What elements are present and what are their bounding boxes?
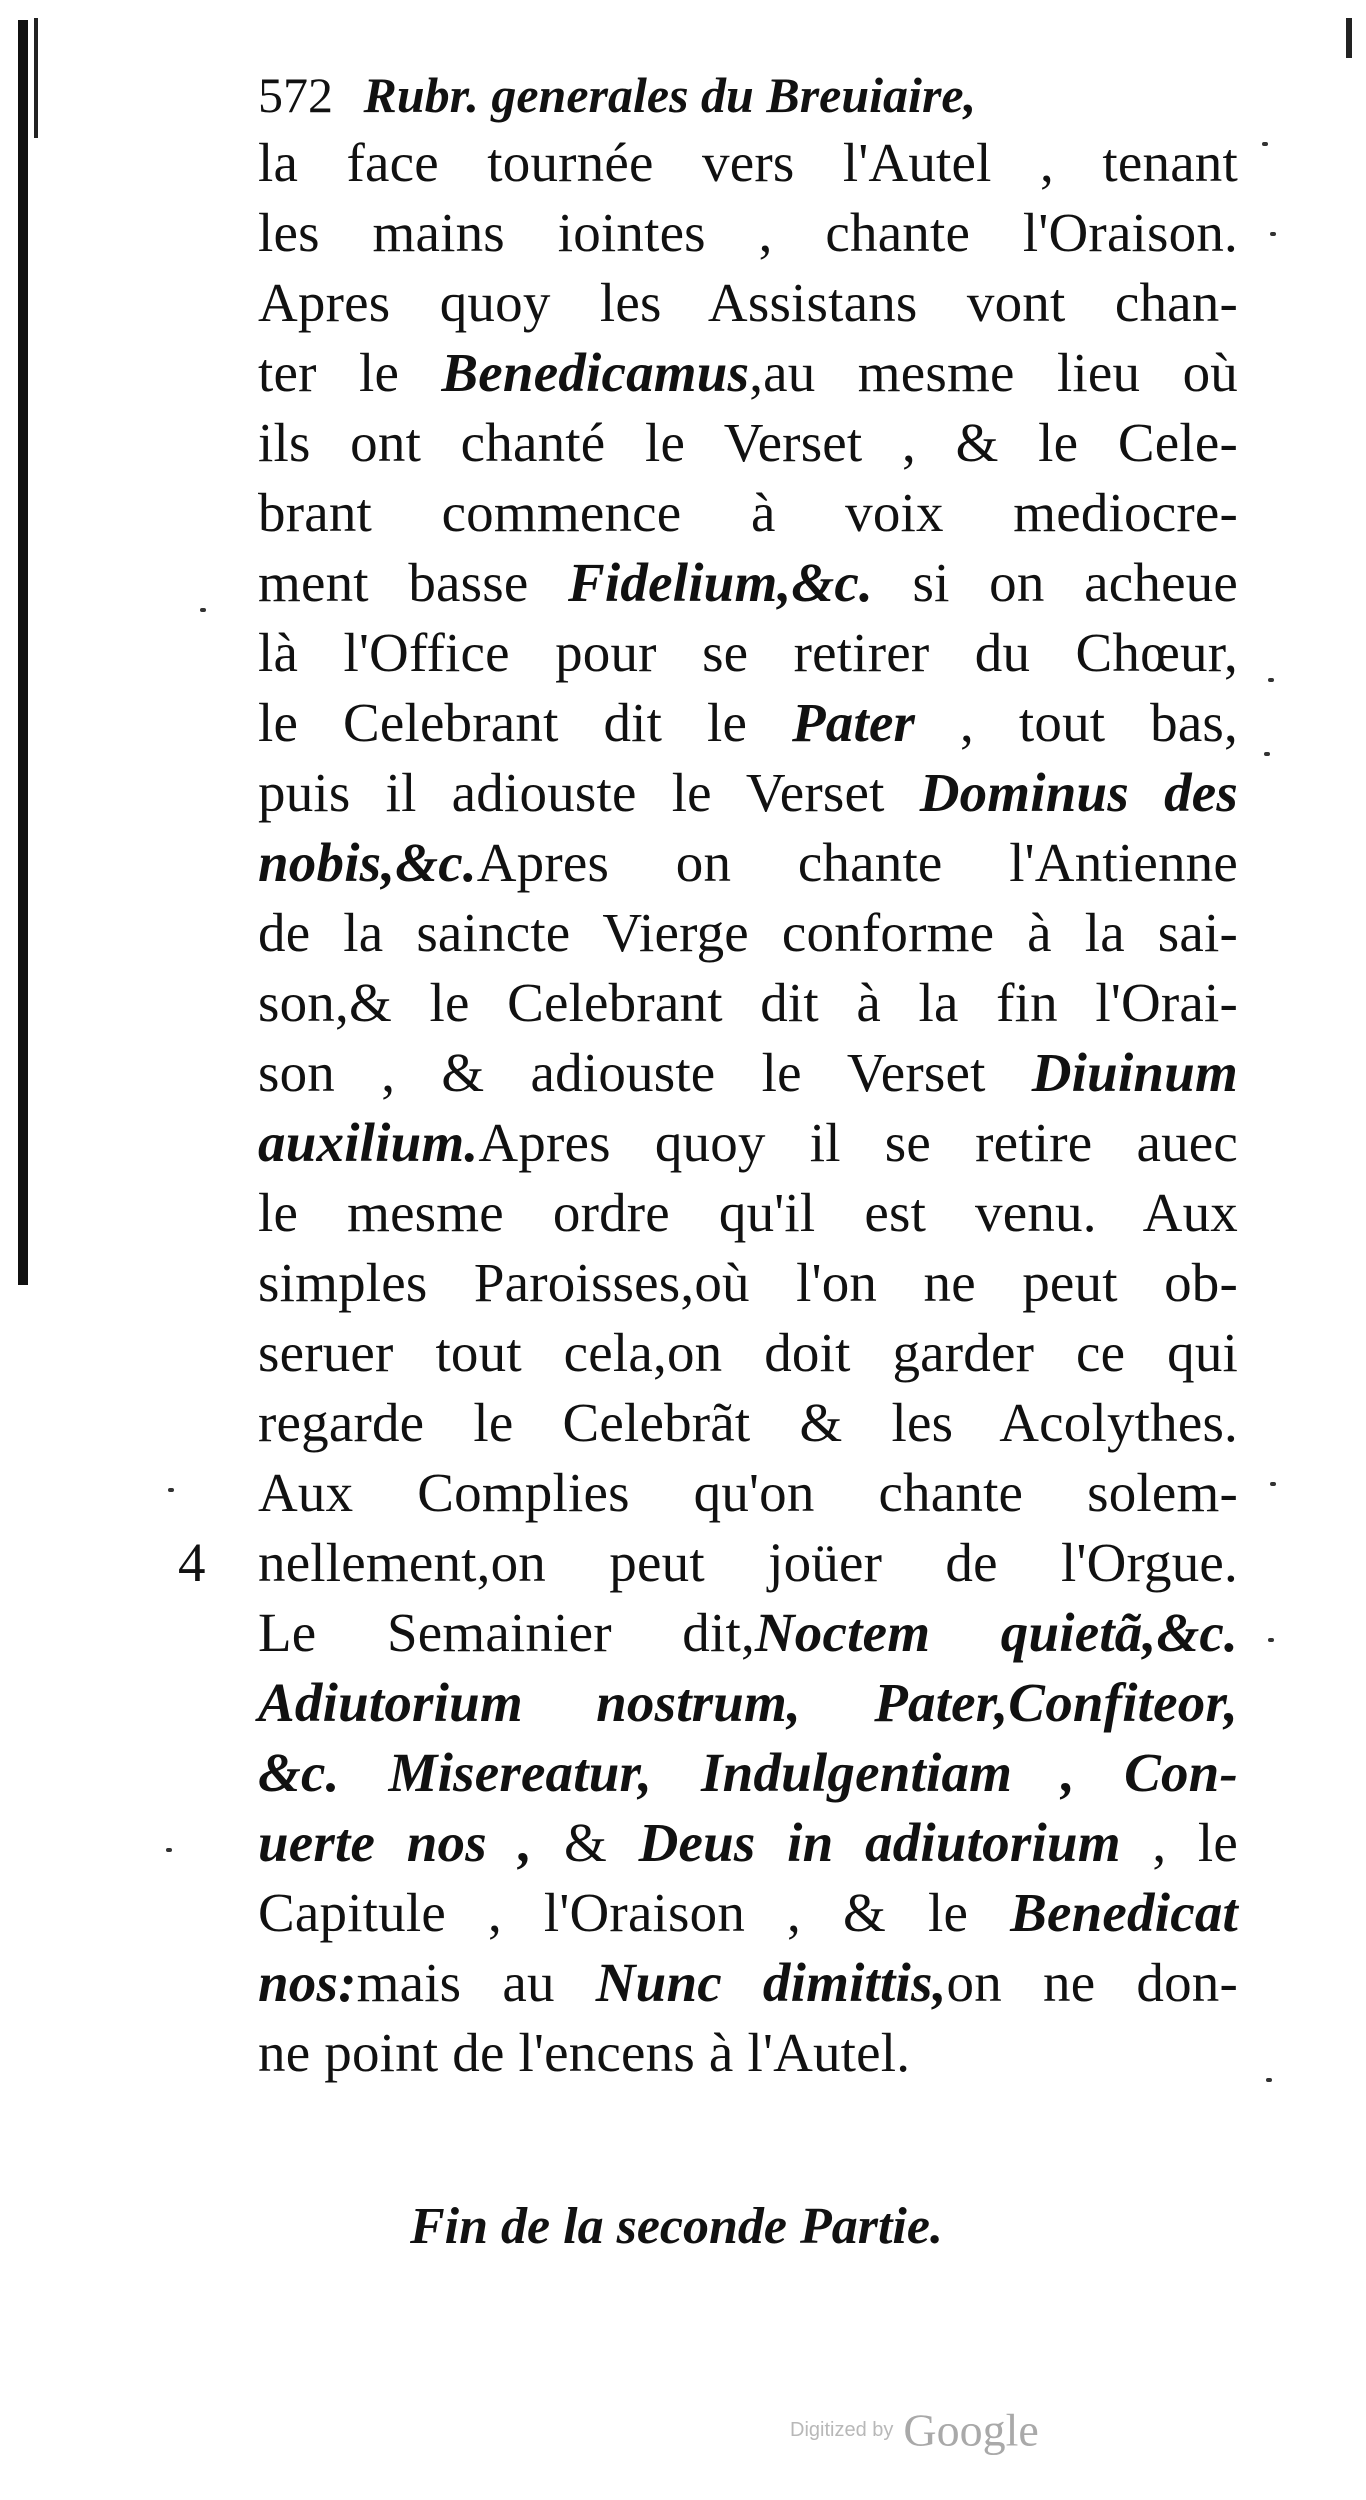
margin-speck xyxy=(1268,678,1274,682)
text-line: regarde le Celebrãt & les Acolythes. xyxy=(258,1392,1238,1453)
page-number: 572 xyxy=(258,67,333,123)
margin-speck xyxy=(200,608,206,612)
paragraph-number: 4 xyxy=(178,1532,206,1593)
text-line: ter le Benedicamus,au mesme lieu où xyxy=(258,342,1238,403)
text-line: de la saincte Vierge conforme à la sai- xyxy=(258,902,1238,963)
text-line: son,& le Celebrant dit à la fin l'Orai- xyxy=(258,972,1238,1033)
margin-speck xyxy=(168,1488,174,1492)
body-text xyxy=(258,128,1238,2088)
italic-phrase: nobis,&c. xyxy=(258,832,477,893)
text-line: là l'Office pour se retirer du Chœur, xyxy=(258,622,1238,683)
text-line: seruer tout cela,on doit garder ce qui xyxy=(258,1322,1238,1383)
text-line: puis il adiouste le Verset Dominus des xyxy=(258,762,1238,823)
italic-phrase: Fidelium,&c. xyxy=(568,552,873,613)
text-line: simples Paroisses,où l'on ne peut ob- xyxy=(258,1252,1238,1313)
italic-phrase: &c. Misereatur, Indulgentiam , Con- xyxy=(258,1742,1238,1803)
digitization-watermark xyxy=(790,2400,1039,2460)
text-line xyxy=(258,1668,1238,1738)
text-line xyxy=(258,1738,1238,1808)
text-line: ils ont chanté le Verset , & le Cele- xyxy=(258,412,1238,473)
text-line: Capitule , l'Oraison , & le Benedicat xyxy=(258,1882,1238,1943)
italic-phrase: Pater xyxy=(791,692,916,753)
page-header xyxy=(258,60,1258,130)
text-line: les mains iointes , chante l'Oraison. xyxy=(258,202,1238,263)
margin-speck xyxy=(1262,142,1268,146)
text-line: nobis,&c.Apres on chante l'Antienne xyxy=(258,832,1238,893)
text-line: son , & adiouste le Verset Diuinum xyxy=(258,1042,1238,1103)
text-line: uerte nos , & Deus in adiutorium , le xyxy=(258,1812,1238,1873)
google-logo: Google xyxy=(903,2404,1039,2456)
text-line: nos:mais au Nunc dimittis,on ne don- xyxy=(258,1952,1238,2013)
closing-line: Fin de la seconde Partie. xyxy=(410,2198,943,2255)
italic-phrase: Adiutorium nostrum, Pater,Confiteor, xyxy=(258,1672,1238,1733)
text-line: le mesme ordre qu'il est venu. Aux xyxy=(258,1182,1238,1243)
watermark-prefix: Digitized by xyxy=(790,2419,894,2442)
italic-phrase: Benedicamus xyxy=(441,342,750,403)
italic-phrase: Dominus des xyxy=(919,762,1238,823)
margin-speck xyxy=(166,1848,172,1852)
running-head: Rubr. generales du Breuiaire, xyxy=(363,67,977,123)
margin-speck xyxy=(1268,1638,1274,1642)
text-line: brant commence à voix mediocre- xyxy=(258,482,1238,543)
page-right-edge-mark xyxy=(1346,18,1352,58)
italic-phrase: Benedicat xyxy=(1010,1882,1238,1943)
italic-phrase: Nunc dimittis, xyxy=(595,1952,947,2013)
margin-speck xyxy=(1270,1482,1276,1486)
margin-speck xyxy=(1264,752,1270,756)
text-line: ne point de l'encens à l'Autel. xyxy=(258,2022,911,2083)
text-line: auxilium.Apres quoy il se retire auec xyxy=(258,1112,1238,1173)
text-line: Aux Complies qu'on chante solem- xyxy=(258,1462,1238,1523)
text-line: nellement,on peut joüer de l'Orgue. xyxy=(258,1532,1238,1593)
italic-phrase: Deus in adiutorium xyxy=(638,1812,1121,1873)
text-line: ment basse Fidelium,&c. si on acheue xyxy=(258,552,1238,613)
margin-speck xyxy=(1270,232,1276,236)
margin-speck xyxy=(1266,2078,1272,2082)
italic-phrase: uerte nos , xyxy=(258,1812,533,1873)
text-line: Le Semainier dit,Noctem quietã,&c. xyxy=(258,1602,1238,1663)
italic-phrase: Diuinum xyxy=(1031,1042,1238,1103)
italic-phrase: auxilium. xyxy=(258,1112,479,1173)
text-line: Apres quoy les Assistans vont chan- xyxy=(258,272,1238,333)
text-line: la face tournée vers l'Autel , tenant xyxy=(258,132,1238,193)
page-binding-edge xyxy=(18,20,28,1285)
italic-phrase: Noctem quietã,&c. xyxy=(754,1602,1238,1663)
page-binding-edge-thin xyxy=(34,18,38,138)
text-line: le Celebrant dit le Pater , tout bas, xyxy=(258,692,1238,753)
italic-phrase: nos: xyxy=(258,1952,357,2013)
